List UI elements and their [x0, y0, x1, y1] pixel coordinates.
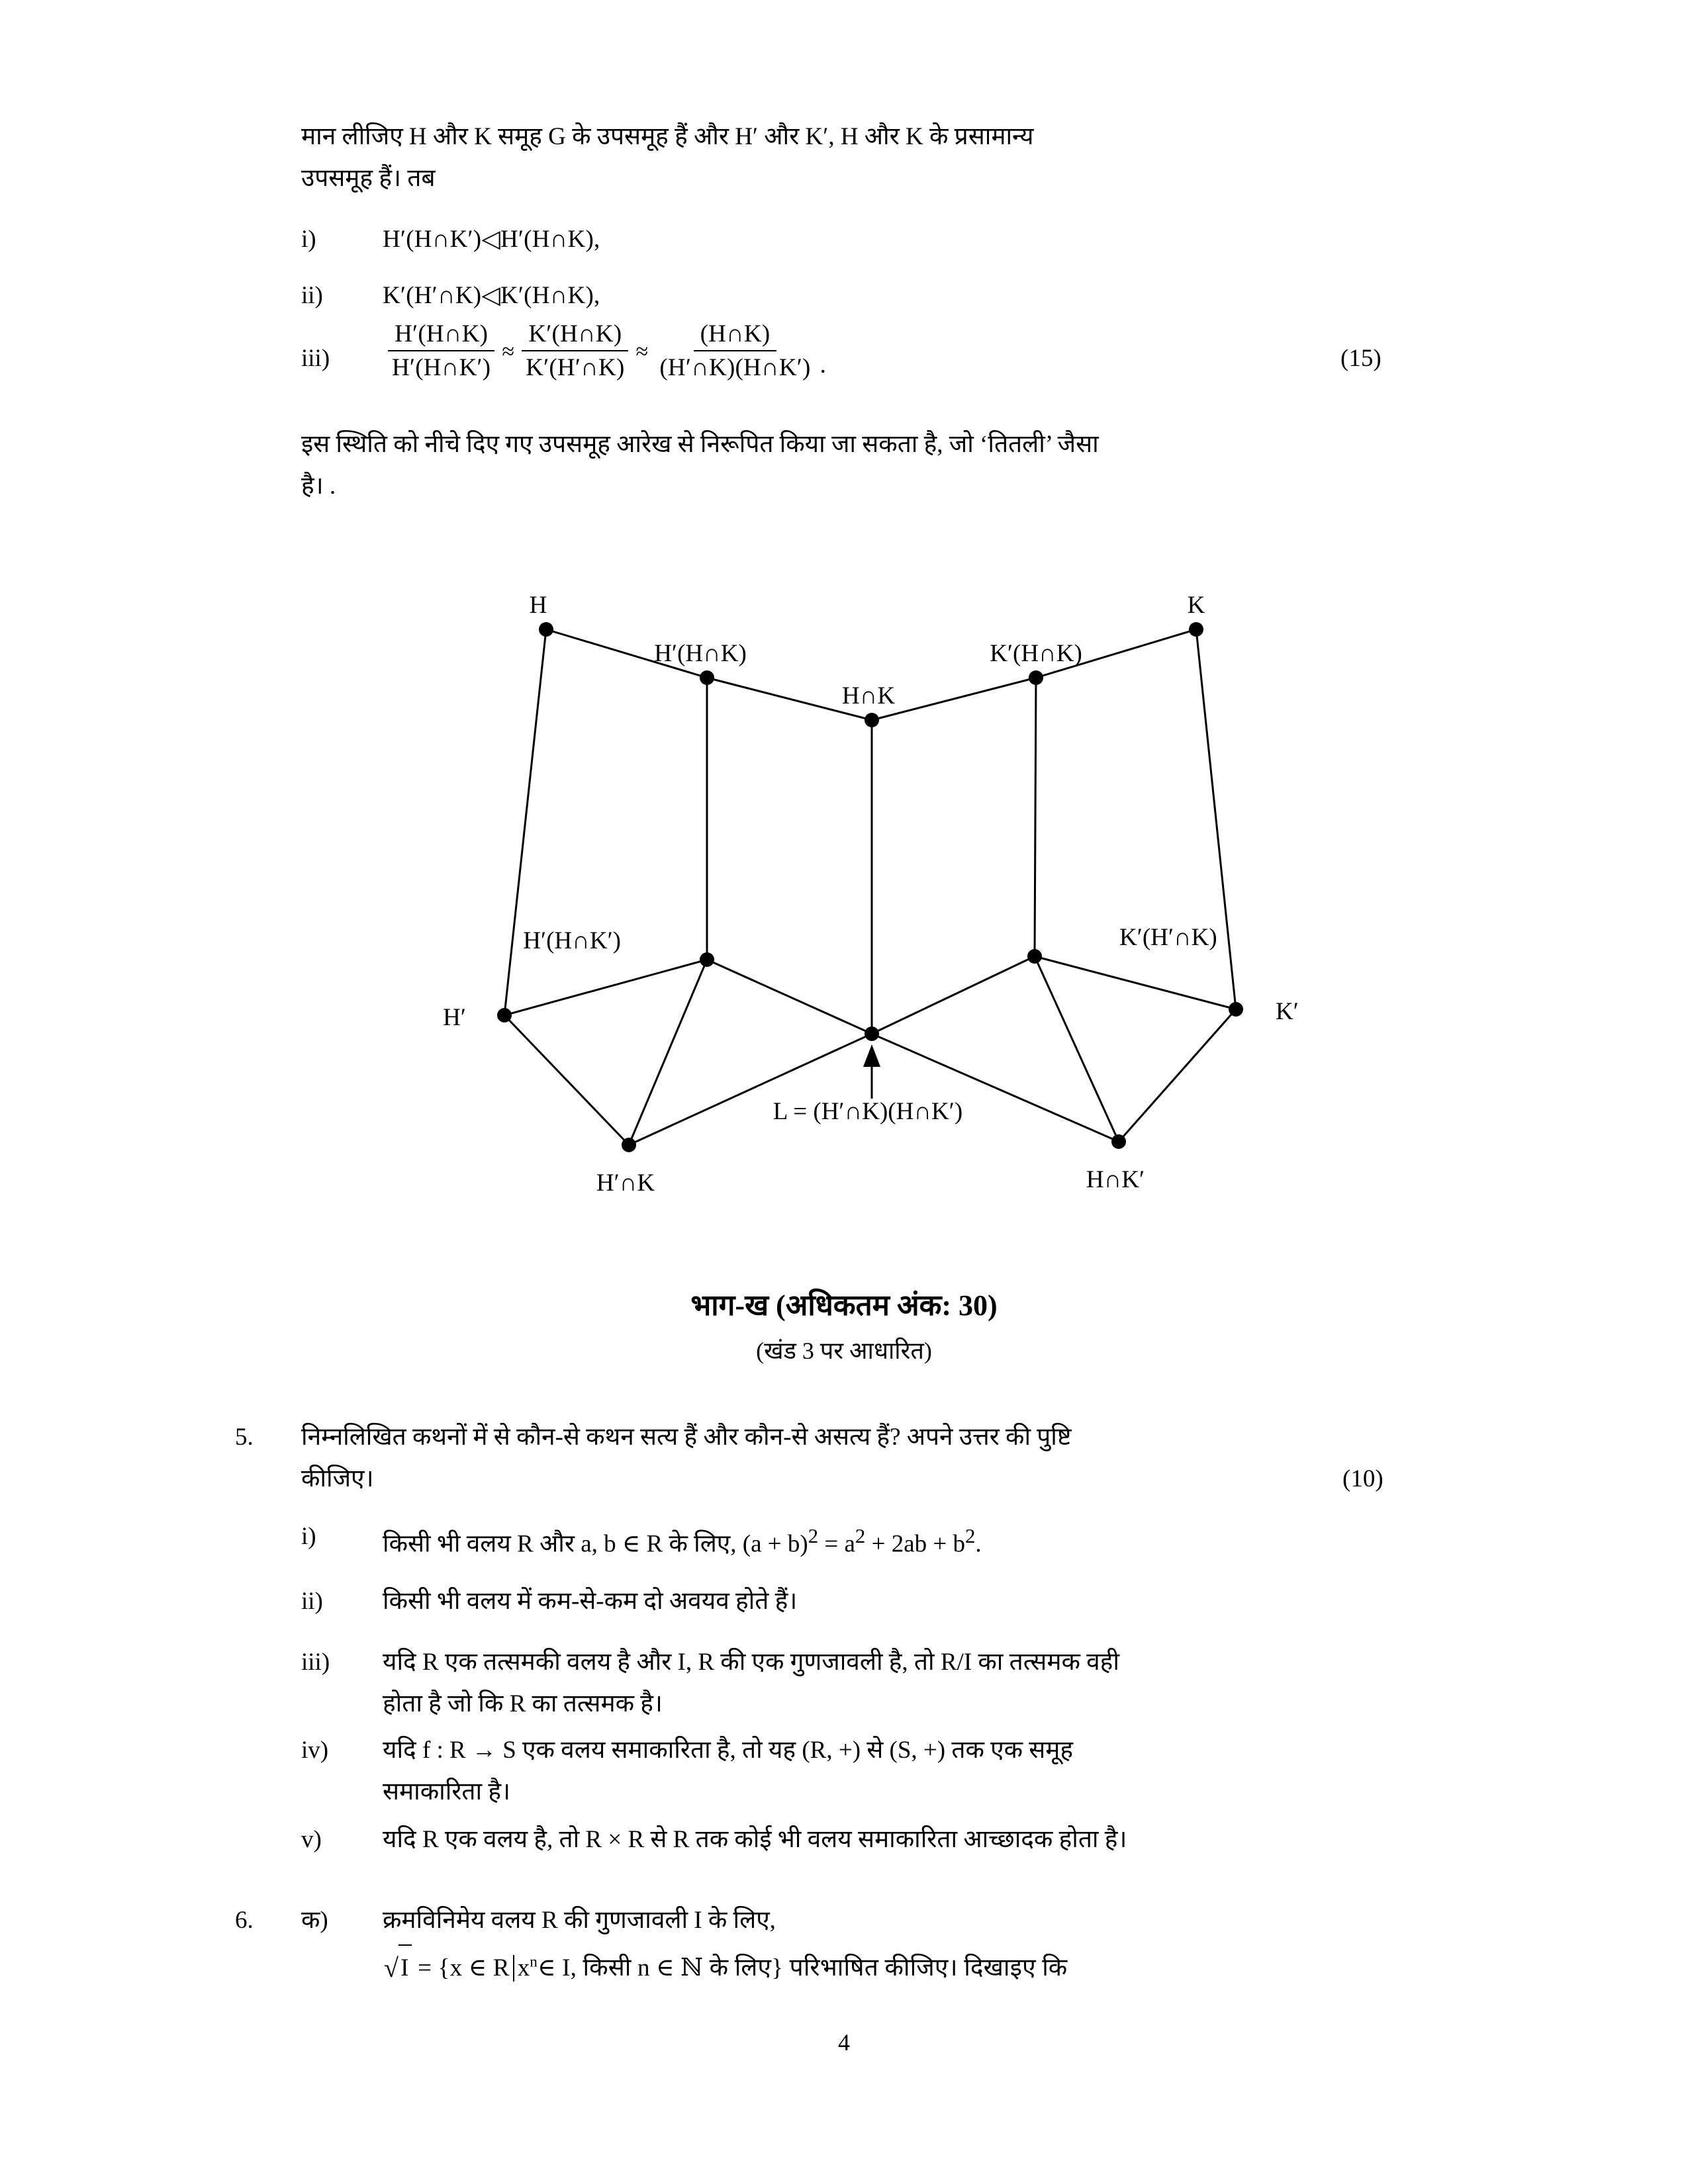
- fraction-2-denominator: K′(H′∩K): [526, 354, 625, 381]
- section-heading: भाग-ख (अधिकतम अंक: 30): [690, 1289, 998, 1322]
- diagram-node-K: [1189, 622, 1203, 637]
- q5-subitem-text-v: यदि R एक वलय है, तो R × R से R तक कोई भी वलय समाकारिता आच्छादक होता है।: [383, 1826, 1127, 1853]
- page-number: 4: [838, 2029, 850, 2056]
- diagram-edge: [1035, 678, 1036, 956]
- q5-subitem-text-ii: किसी भी वलय में कम-से-कम दो अवयव होते हैं।: [383, 1588, 798, 1615]
- diagram-edge: [872, 956, 1035, 1034]
- diagram-node-HpHKp: [700, 952, 714, 967]
- relation-2: ≈: [635, 340, 649, 364]
- question-6-part-marker: क): [301, 1907, 328, 1934]
- item-marker-i: i): [301, 226, 316, 253]
- fraction-3-numerator: (H∩K): [694, 320, 777, 351]
- marks-15: (15): [1340, 345, 1382, 372]
- diagram-label-Hp: H′: [443, 1004, 466, 1031]
- diagram-node-Hp: [497, 1008, 512, 1023]
- diagram-label-HKp: H∩K′: [1086, 1166, 1145, 1193]
- diagram-label-HK: H∩K: [841, 682, 896, 709]
- question-5-text: [301, 1416, 1334, 1500]
- q6-set-exponent: n: [530, 1953, 538, 1970]
- such-that-bar: [513, 1955, 514, 1981]
- q5-subitem-iv-line-2: समाकारिता है।: [383, 1778, 511, 1805]
- diagram-label-HpHK: H′(H∩K): [654, 640, 747, 667]
- butterfly-intro-line-2: है। .: [301, 473, 336, 500]
- q6-set-builder-open: = {x ∈ R: [411, 1954, 510, 1981]
- fraction-1-denominator: H′(H∩K′): [392, 354, 491, 381]
- question-6-line-2: [383, 1944, 1402, 1989]
- fraction-3: [653, 320, 817, 382]
- diagram-label-L: L = (H′∩K)(H∩K′): [773, 1098, 963, 1125]
- fraction-3-denominator: (H′∩K)(H∩K′): [659, 354, 811, 381]
- q5-subitem-marker-iv: iv): [301, 1737, 329, 1764]
- item-text-ii: K′(H′∩K)◁K′(H∩K),: [383, 282, 600, 309]
- butterfly-intro-paragraph: [301, 424, 1427, 507]
- diagram-node-Kp: [1229, 1002, 1243, 1017]
- item-marker-ii: ii): [301, 282, 323, 309]
- diagram-node-L: [865, 1026, 879, 1041]
- q5-subitem-text-i: किसी भी वलय R और a, b ∈ R के लिए, $(a + b)^2 = a^2 + 2ab + b^2$.: [383, 1525, 982, 1558]
- q6-set-var: x: [517, 1954, 530, 1981]
- intro-paragraph: [301, 116, 1427, 199]
- question-5-number: 5.: [235, 1424, 254, 1451]
- q5-subitem-iii-line-1: यदि R एक तत्समकी वलय है और I, R की एक गुणजावली है, तो R/I का तत्समक वही: [383, 1649, 1119, 1676]
- question-6-line-1: क्रमविनिमेय वलय R की गुणजावली I के लिए,: [383, 1907, 776, 1934]
- diagram-edge: [1035, 956, 1236, 1009]
- diagram-node-HKp: [1111, 1134, 1126, 1149]
- q6-set-rest: ∈ I, किसी n ∈ ℕ के लिए} परिभाषित कीजिए। दिखाइए कि: [538, 1954, 1068, 1981]
- question-5-marks: (10): [1342, 1465, 1383, 1492]
- question-5-line-1: निम्नलिखित कथनों में से कौन-से कथन सत्य हैं और कौन-से असत्य हैं? अपने उत्तर की पुष्टि: [301, 1424, 1072, 1451]
- diagram-node-HK: [865, 713, 879, 727]
- butterfly-diagram: [397, 569, 1324, 1231]
- q5-subitem-marker-ii: ii): [301, 1588, 323, 1615]
- relation-1: ≈: [502, 340, 515, 364]
- fraction-1: [385, 320, 497, 382]
- diagram-edge: [504, 960, 707, 1015]
- diagram-edge: [629, 1034, 872, 1145]
- q5-subitem-text-iv: [383, 1729, 1376, 1813]
- diagram-node-H: [539, 622, 553, 637]
- diagram-label-K: K: [1187, 592, 1205, 619]
- q5-subitem-iii-line-2: होता है जो कि R का तत्समक है।: [383, 1690, 663, 1717]
- item-text-iii: [383, 320, 826, 382]
- q5-subitem-text-iii: [383, 1641, 1376, 1725]
- question-6-number: 6.: [235, 1907, 254, 1934]
- intro-line-2: उपसमूह हैं। तब: [301, 165, 436, 192]
- diagram-node-HpK: [622, 1138, 636, 1152]
- fraction-1-numerator: H′(H∩K): [388, 320, 494, 351]
- pointer-arrow-head: [863, 1044, 880, 1067]
- diagram-label-HpHKp: H′(H∩K′): [523, 927, 621, 954]
- butterfly-intro-line-1: इस स्थिति को नीचे दिए गए उपसमूह आरेख से निरूपित किया जा सकता है, जो ‘तितली’ जैसा: [301, 431, 1099, 458]
- butterfly-diagram-svg: [397, 569, 1324, 1231]
- radical-sign: √: [384, 1953, 399, 1983]
- q5-subitem-marker-i: i): [301, 1523, 316, 1550]
- diagram-label-KpHK: K′(H∩K): [990, 640, 1082, 667]
- q5-subitem-iv-line-1: यदि f : R → S एक वलय समाकारिता है, तो यह (R, +) से (S, +) तक एक समूह: [383, 1737, 1074, 1764]
- diagram-node-KpHpK: [1027, 949, 1042, 964]
- diagram-label-KpHpK: K′(H′∩K): [1119, 924, 1217, 951]
- fraction-2: [519, 320, 631, 382]
- fraction-2-numerator: K′(H∩K): [522, 320, 628, 351]
- item-text-i: H′(H∩K′)◁H′(H∩K),: [383, 226, 600, 253]
- radicand: I: [399, 1944, 412, 1989]
- section-subheading: (खंड 3 पर आधारित): [756, 1338, 932, 1364]
- diagram-label-H: H: [529, 592, 547, 619]
- diagram-label-Kp: K′: [1276, 998, 1299, 1025]
- diagram-edge: [707, 960, 872, 1034]
- q5-subitem-marker-v: v): [301, 1826, 322, 1853]
- diagram-label-HpK: H′∩K: [596, 1169, 655, 1197]
- item-marker-iii: iii): [301, 345, 330, 372]
- item-iii-trailing-period: .: [820, 351, 827, 379]
- question-5-line-2: कीजिए।: [301, 1465, 374, 1492]
- q5-subitem-marker-iii: iii): [301, 1649, 330, 1676]
- sqrt-expression: [383, 1944, 412, 1989]
- intro-line-1: मान लीजिए H और K समूह G के उपसमूह हैं और H′ और K′, H और K के प्रसामान्य: [301, 123, 1034, 150]
